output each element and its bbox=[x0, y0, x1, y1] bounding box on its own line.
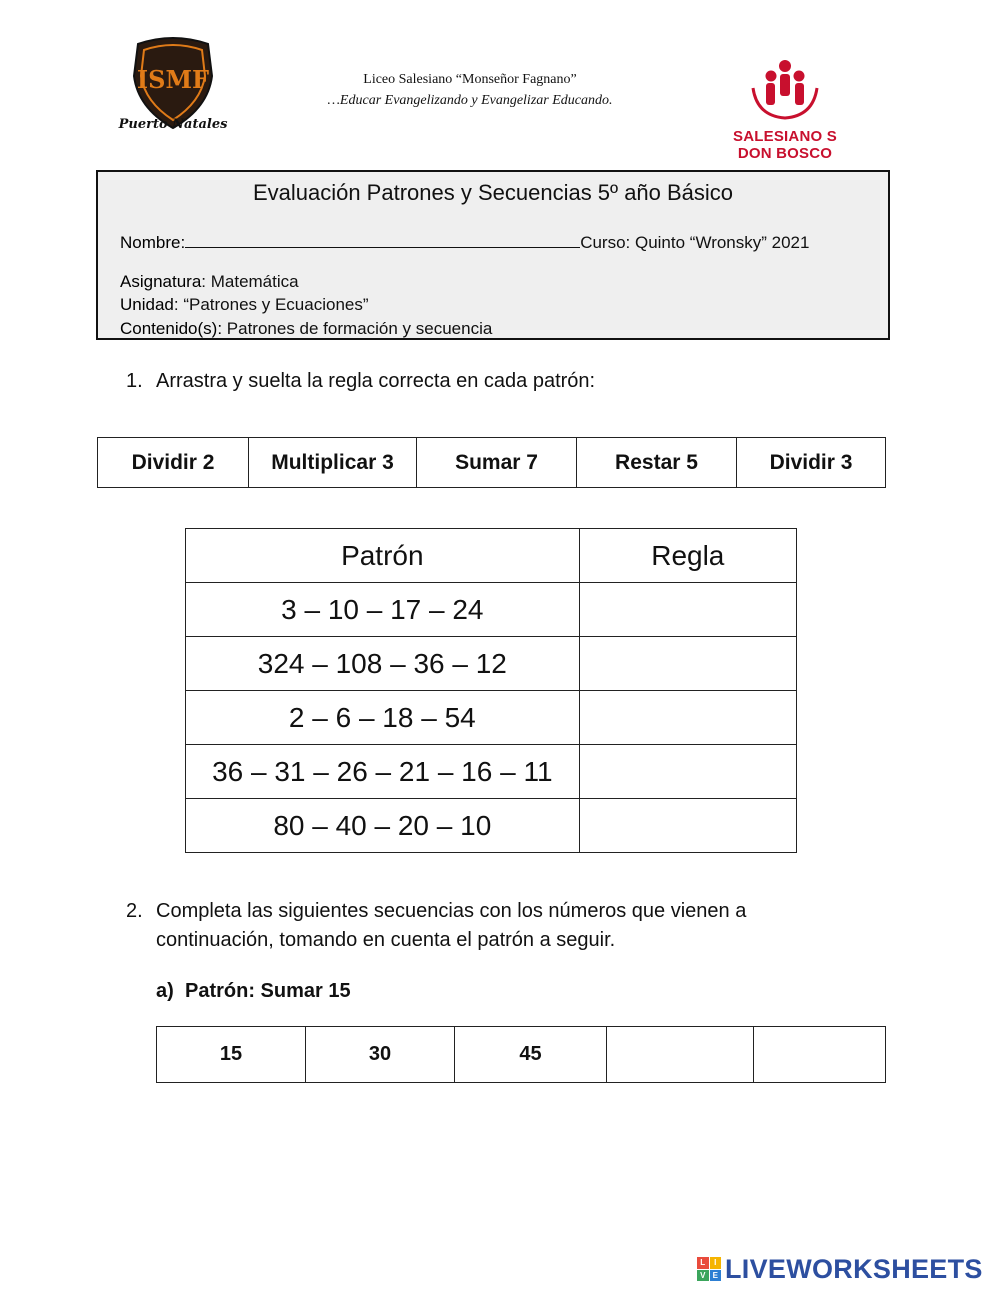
rule-option[interactable]: Sumar 7 bbox=[417, 438, 577, 488]
part-a-title: Patrón: Sumar 15 bbox=[185, 980, 351, 1002]
school-name: Liceo Salesiano “Monseñor Fagnano” bbox=[363, 72, 577, 87]
brand-icon-letter: E bbox=[710, 1270, 722, 1282]
rules-bank bbox=[97, 437, 886, 488]
liveworksheets-brand bbox=[697, 1253, 983, 1285]
salesianos-logo-text bbox=[730, 128, 840, 162]
brand-icon-letter: L bbox=[697, 1257, 709, 1269]
nombre-label: Nombre: bbox=[120, 233, 186, 252]
brand-icon-letter: I bbox=[710, 1257, 722, 1269]
header-regla: Regla bbox=[579, 529, 796, 583]
salesianos-people-logo bbox=[745, 58, 825, 120]
nombre-line bbox=[120, 233, 809, 253]
table-row bbox=[186, 691, 797, 745]
pattern-rule-table bbox=[185, 528, 797, 853]
unidad-label: Unidad bbox=[120, 295, 174, 314]
table-row bbox=[186, 799, 797, 853]
nombre-field[interactable] bbox=[185, 233, 580, 248]
unidad-line bbox=[120, 295, 369, 315]
school-motto: …Educar Evangelizando y Evangelizar Educando. bbox=[327, 93, 613, 108]
pattern-cell: 36 – 31 – 26 – 21 – 16 – 11 bbox=[186, 745, 580, 799]
pattern-cell: 80 – 40 – 20 – 10 bbox=[186, 799, 580, 853]
rule-option[interactable]: Restar 5 bbox=[577, 438, 737, 488]
salesianos-logo-line1: SALESIANO S bbox=[733, 128, 837, 145]
rule-drop-zone[interactable] bbox=[579, 799, 796, 853]
pattern-cell: 2 – 6 – 18 – 54 bbox=[186, 691, 580, 745]
evaluation-title: Evaluación Patrones y Secuencias 5º año Básico bbox=[252, 180, 734, 205]
liveworksheets-wordmark: LIVEWORKSHEETS bbox=[725, 1253, 983, 1284]
sequence-cell: 45 bbox=[455, 1027, 607, 1083]
asignatura-line bbox=[120, 272, 299, 292]
asignatura-label: Asignatura bbox=[120, 272, 202, 291]
question-2 bbox=[126, 897, 866, 955]
rule-option[interactable]: Multiplicar 3 bbox=[249, 438, 417, 488]
sequence-cell: 30 bbox=[306, 1027, 455, 1083]
unidad-value: : “Patrones y Ecuaciones” bbox=[173, 295, 369, 314]
contenido-value: Patrones de formación y secuencia bbox=[222, 319, 493, 338]
brand-icon-letter: V bbox=[697, 1270, 709, 1282]
question-2-text: Completa las siguientes secuencias con los números que vienen a continuación, tomando en cuenta el patrón a seguir. bbox=[156, 900, 747, 951]
question-1 bbox=[126, 370, 595, 393]
rule-option[interactable]: Dividir 3 bbox=[737, 438, 886, 488]
rule-drop-zone[interactable] bbox=[579, 745, 796, 799]
sequence-table bbox=[156, 1026, 886, 1083]
salesianos-logo-line2: DON BOSCO bbox=[737, 145, 833, 162]
pattern-cell: 324 – 108 – 36 – 12 bbox=[186, 637, 580, 691]
crest-letters: ISMF bbox=[136, 65, 210, 94]
asignatura-value: : Matemática bbox=[201, 272, 299, 291]
sequence-answer-input[interactable] bbox=[607, 1027, 754, 1083]
table-row bbox=[186, 583, 797, 637]
contenido-label: Contenido(s): bbox=[120, 319, 223, 338]
rule-drop-zone[interactable] bbox=[579, 637, 796, 691]
liveworksheets-icon bbox=[697, 1257, 721, 1281]
curso-text: Curso: Quinto “Wronsky” 2021 bbox=[580, 233, 810, 252]
contenido-line bbox=[120, 319, 492, 339]
rule-drop-zone[interactable] bbox=[579, 583, 796, 637]
rule-drop-zone[interactable] bbox=[579, 691, 796, 745]
sequence-cell: 15 bbox=[157, 1027, 306, 1083]
sequence-answer-input[interactable] bbox=[754, 1027, 886, 1083]
pattern-cell: 3 – 10 – 17 – 24 bbox=[186, 583, 580, 637]
part-a-heading bbox=[156, 980, 351, 1003]
rule-option[interactable]: Dividir 2 bbox=[98, 438, 249, 488]
header-patron: Patrón bbox=[186, 529, 580, 583]
crest-caption: Puerto Natales bbox=[118, 117, 228, 132]
part-a-label: a) bbox=[156, 980, 174, 1002]
table-header-row bbox=[186, 529, 797, 583]
table-row bbox=[186, 637, 797, 691]
table-row bbox=[186, 745, 797, 799]
question-1-text: Arrastra y suelta la regla correcta en cada patrón: bbox=[156, 370, 596, 392]
question-2-number: 2. bbox=[126, 900, 143, 922]
question-1-number: 1. bbox=[126, 370, 143, 392]
